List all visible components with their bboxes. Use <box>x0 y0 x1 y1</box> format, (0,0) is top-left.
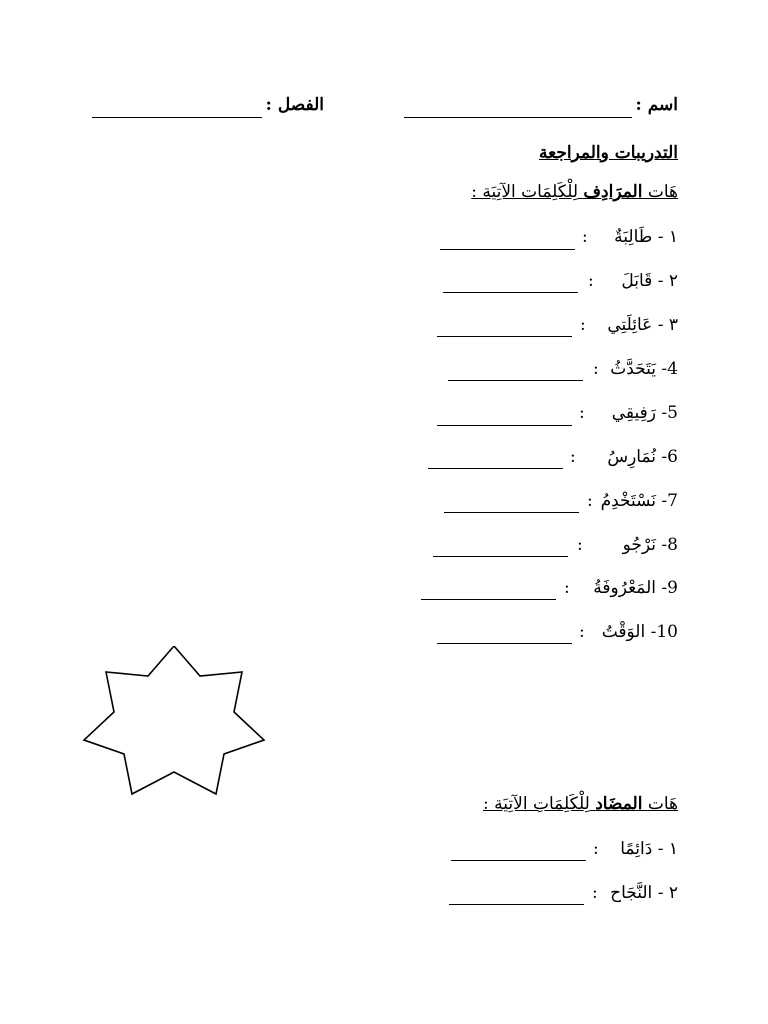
synonyms-heading-suffix: لِلْكَلِمَات الآتِيَة : <box>471 182 578 202</box>
item-colon: : <box>587 491 593 511</box>
item-word: نُمَارِسُ <box>607 447 657 467</box>
list-item <box>620 838 678 860</box>
synonyms-heading-emphasis: المرَادِف <box>583 182 643 202</box>
list-item <box>623 534 678 556</box>
answer-blank[interactable] <box>448 380 583 381</box>
list-item <box>614 226 678 248</box>
item-number: 7- <box>661 491 678 511</box>
antonyms-heading-suffix: لِلْكَلِمَاتِ الآتِيَة : <box>483 794 590 814</box>
list-item <box>601 490 678 512</box>
item-number: ٢ - <box>657 271 678 291</box>
item-colon: : <box>564 578 570 598</box>
synonyms-heading-prefix: هَات <box>647 182 678 202</box>
item-number: ٢ - <box>657 883 678 903</box>
item-colon: : <box>593 839 599 859</box>
answer-blank[interactable] <box>428 468 563 469</box>
list-item <box>607 446 678 468</box>
item-colon: : <box>579 403 585 423</box>
item-number: 5- <box>661 403 678 423</box>
antonyms-heading-prefix: هَات <box>647 794 678 814</box>
list-item <box>612 402 678 424</box>
page-title: التدريبات والمراجعة <box>539 143 678 163</box>
item-word: يَتَحَدَّثُ <box>610 359 657 379</box>
item-word: قَابَلَ <box>621 271 653 291</box>
answer-blank[interactable] <box>437 336 572 337</box>
item-word: نَرْجُو <box>622 535 657 555</box>
answer-blank[interactable] <box>437 425 572 426</box>
list-item <box>621 270 678 292</box>
name-blank[interactable] <box>404 117 632 118</box>
item-number: 8- <box>661 535 678 555</box>
item-colon: : <box>579 622 585 642</box>
answer-blank[interactable] <box>421 599 556 600</box>
item-word: رَفِيقِي <box>611 403 657 423</box>
answer-blank[interactable] <box>433 556 568 557</box>
item-word: عَائِلَتِي <box>607 315 653 335</box>
item-word: الوَقْتُ <box>601 622 646 642</box>
synonyms-heading <box>471 181 678 203</box>
item-word: المَعْرُوفَةُ <box>593 578 657 598</box>
item-colon: : <box>592 883 598 903</box>
antonyms-heading-emphasis: المضَاد <box>595 794 643 814</box>
item-number: 6- <box>661 447 678 467</box>
class-label: الفصل : <box>265 95 324 115</box>
item-word: نَسْتَخْدِمُ <box>600 491 657 511</box>
answer-blank[interactable] <box>437 643 572 644</box>
list-item <box>607 314 678 336</box>
item-word: طَالِبَةٌ <box>614 227 653 247</box>
answer-blank[interactable] <box>440 249 575 250</box>
item-colon: : <box>582 227 588 247</box>
answer-blank[interactable] <box>443 292 578 293</box>
name-label: اسم : <box>635 95 678 115</box>
antonyms-heading <box>483 793 678 815</box>
item-colon: : <box>577 535 583 555</box>
item-colon: : <box>588 271 594 291</box>
item-colon: : <box>570 447 576 467</box>
list-item <box>602 621 678 643</box>
item-number: ١ - <box>657 839 678 859</box>
answer-blank[interactable] <box>451 860 586 861</box>
item-number: 9- <box>661 578 678 598</box>
answer-blank[interactable] <box>444 512 579 513</box>
star-outline <box>84 646 264 794</box>
item-word: دَائِمًا <box>620 839 653 859</box>
item-colon: : <box>593 359 599 379</box>
list-item <box>610 882 678 904</box>
item-colon: : <box>580 315 586 335</box>
list-item <box>593 577 678 599</box>
item-number: 4- <box>661 359 678 379</box>
item-number: ١ - <box>657 227 678 247</box>
list-item <box>610 358 678 380</box>
answer-blank[interactable] <box>449 904 584 905</box>
item-number: ٣ - <box>657 315 678 335</box>
star-shape <box>82 646 266 796</box>
class-blank[interactable] <box>92 117 262 118</box>
item-word: النَّجَاح <box>610 883 653 903</box>
item-number: 10- <box>650 622 678 642</box>
